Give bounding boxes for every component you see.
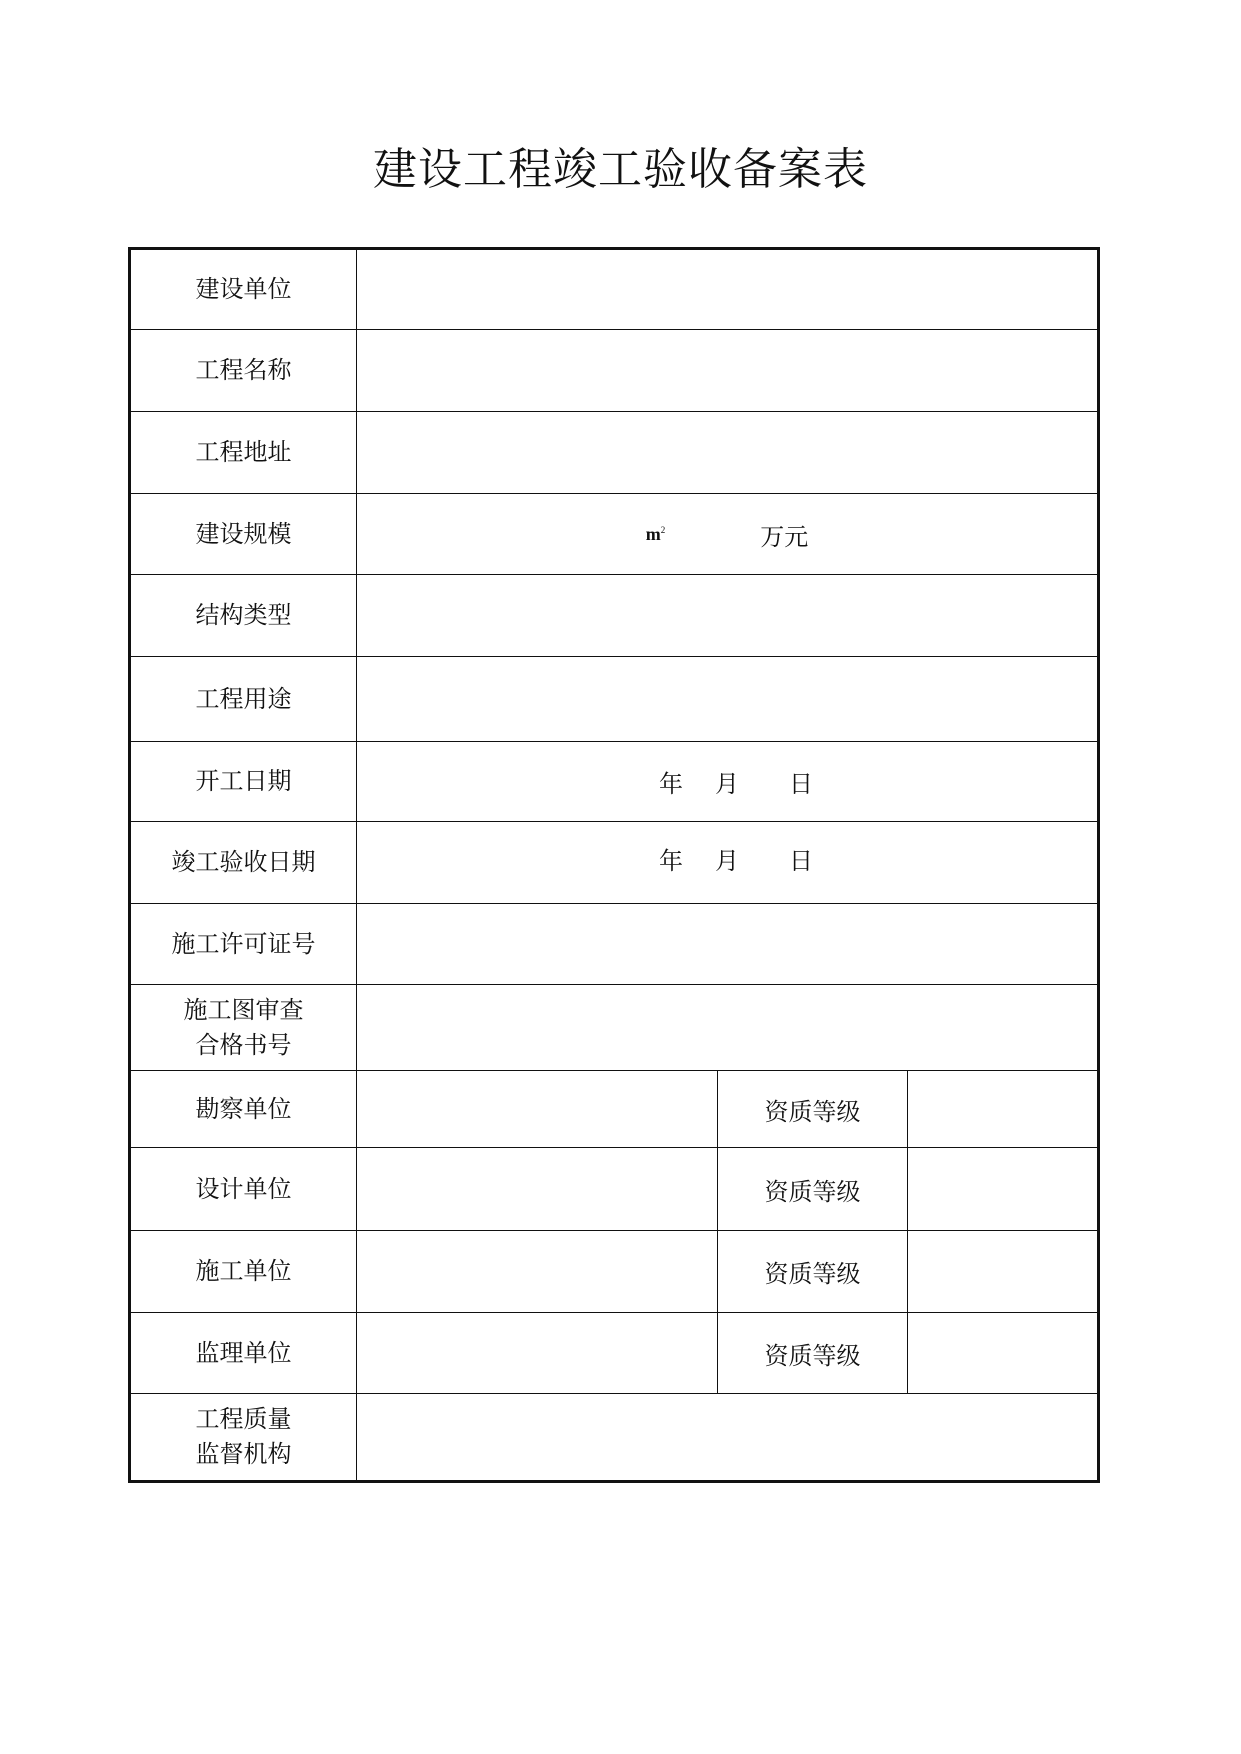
row-builder-unit	[130, 1231, 1099, 1313]
label-construction-scale: 建设规模	[130, 494, 357, 575]
row-completion-date	[130, 822, 1099, 904]
label-structure-type: 结构类型	[130, 575, 357, 657]
row-construction-scale	[130, 494, 1099, 575]
label-design-qualification: 资质等级	[718, 1148, 908, 1231]
label-completion-date: 竣工验收日期	[130, 822, 357, 904]
label-quality-supervision-line1: 工程质量	[195, 1405, 292, 1434]
row-project-use	[130, 657, 1099, 742]
label-builder-unit: 施工单位	[130, 1231, 357, 1313]
scale-units	[357, 517, 1097, 552]
start-date-parts	[357, 764, 1097, 799]
label-design-unit: 设计单位	[130, 1148, 357, 1231]
label-start-date: 开工日期	[130, 742, 357, 822]
area-unit	[646, 524, 666, 545]
row-construction-unit	[130, 249, 1099, 330]
label-permit-number: 施工许可证号	[130, 904, 357, 985]
area-unit-sup: 2	[660, 524, 666, 535]
area-unit-text: m	[645, 523, 661, 544]
field-design-unit[interactable]	[357, 1148, 718, 1231]
start-date-month: 月	[715, 770, 740, 798]
row-design-unit	[130, 1148, 1099, 1231]
label-supervision-unit: 监理单位	[130, 1313, 357, 1394]
completion-date-year: 年	[659, 847, 684, 875]
label-project-use: 工程用途	[130, 657, 357, 742]
label-quality-supervision-line2: 监督机构	[195, 1440, 292, 1468]
completion-date-parts	[357, 841, 1097, 884]
field-structure-type[interactable]	[357, 575, 1099, 657]
row-permit-number	[130, 904, 1099, 985]
label-drawing-review-line1: 施工图审查	[183, 995, 304, 1024]
field-supervision-qualification[interactable]	[908, 1313, 1099, 1394]
cost-unit: 万元	[760, 522, 809, 551]
field-builder-qualification[interactable]	[908, 1231, 1099, 1313]
field-project-use[interactable]	[357, 657, 1099, 742]
field-permit-number[interactable]	[357, 904, 1099, 985]
row-structure-type	[130, 575, 1099, 657]
page-title: 建设工程竣工验收备案表	[373, 144, 868, 195]
field-construction-unit[interactable]	[357, 249, 1099, 330]
field-survey-qualification[interactable]	[908, 1071, 1099, 1148]
start-date-day: 日	[789, 770, 814, 798]
label-supervision-qualification: 资质等级	[718, 1313, 908, 1394]
field-quality-supervision[interactable]	[357, 1394, 1099, 1482]
start-date-year: 年	[659, 770, 684, 798]
field-start-date[interactable]	[357, 742, 1099, 822]
field-builder-unit[interactable]	[357, 1231, 718, 1313]
field-project-name[interactable]	[357, 330, 1099, 412]
label-construction-unit: 建设单位	[130, 249, 357, 330]
field-project-address[interactable]	[357, 412, 1099, 494]
row-project-address	[130, 412, 1099, 494]
label-survey-qualification: 资质等级	[718, 1071, 908, 1148]
label-builder-qualification: 资质等级	[718, 1231, 908, 1313]
completion-date-month: 月	[715, 847, 740, 875]
label-drawing-review-line2: 合格书号	[195, 1030, 292, 1059]
completion-date-day: 日	[789, 847, 814, 875]
field-supervision-unit[interactable]	[357, 1313, 718, 1394]
row-project-name	[130, 330, 1099, 412]
label-project-name: 工程名称	[130, 330, 357, 412]
row-quality-supervision	[130, 1394, 1099, 1482]
label-survey-unit: 勘察单位	[130, 1071, 357, 1148]
field-completion-date[interactable]	[357, 822, 1099, 904]
row-drawing-review	[130, 985, 1099, 1071]
label-quality-supervision	[130, 1394, 357, 1482]
row-supervision-unit	[130, 1313, 1099, 1394]
label-project-address: 工程地址	[130, 412, 357, 494]
filing-form-table	[128, 247, 1100, 1483]
label-drawing-review	[130, 985, 357, 1071]
field-survey-unit[interactable]	[357, 1071, 718, 1148]
field-drawing-review[interactable]	[357, 985, 1099, 1071]
field-construction-scale[interactable]	[357, 494, 1099, 575]
row-start-date	[130, 742, 1099, 822]
field-design-qualification[interactable]	[908, 1148, 1099, 1231]
row-survey-unit	[130, 1071, 1099, 1148]
